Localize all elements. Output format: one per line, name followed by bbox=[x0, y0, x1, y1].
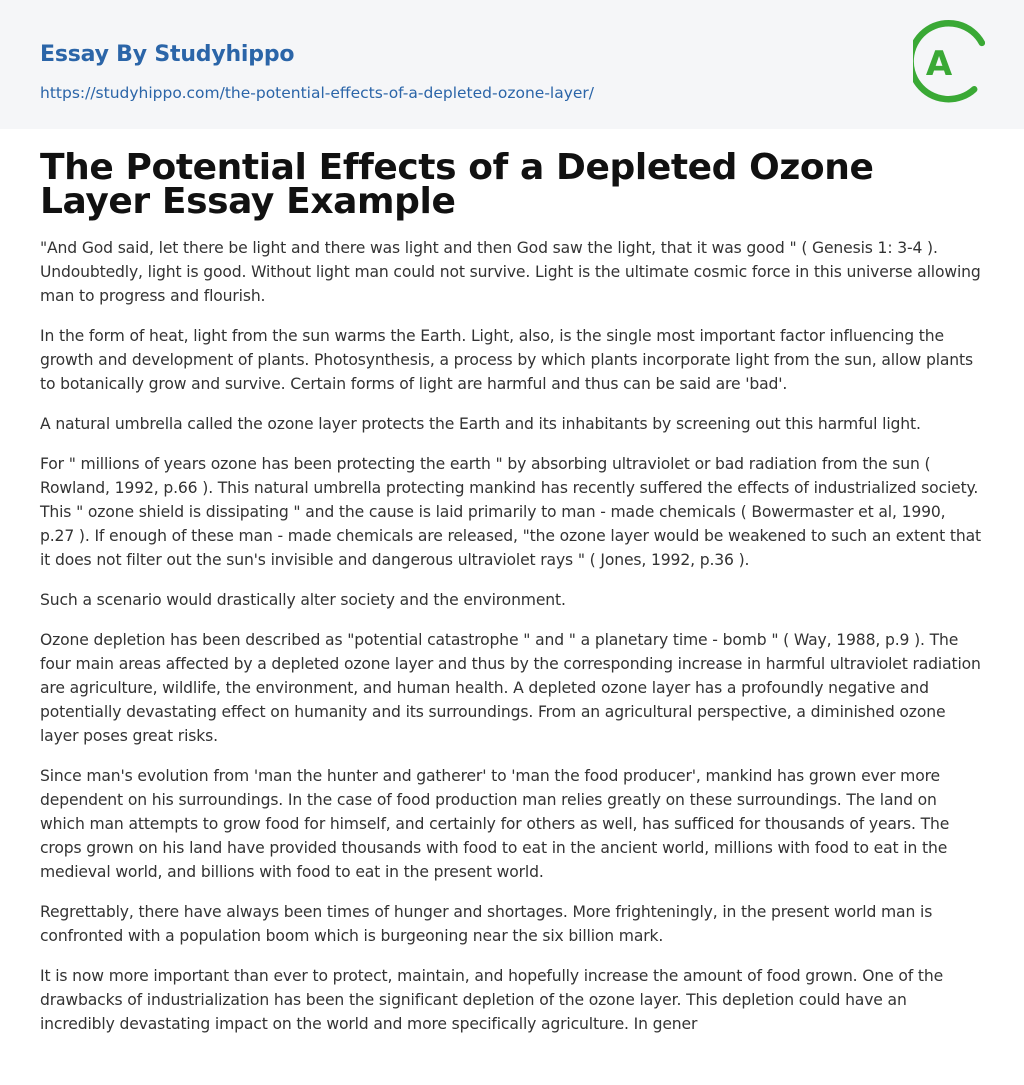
studyhippo-logo-icon[interactable] bbox=[913, 19, 985, 105]
paragraph: Ozone depletion has been described as "potential catastrophe " and " a planetary time - bomb " ( Way, 1988, p.9 ). The four main areas affected by a depleted ozone layer and thus by the corresponding increase in harmful ultraviolet radiation are agriculture, wildlife, the environment, and human health. A depleted ozone layer has a profoundly negative and potentially devastating effect on humanity and its surroundings. From an agricultural perspective, a diminished ozone layer poses great risks. bbox=[40, 631, 981, 745]
site-header bbox=[0, 0, 1024, 129]
page-title: The Potential Effects of a Depleted Ozone Layer Essay Example bbox=[40, 147, 874, 222]
paragraph: It is now more important than ever to protect, maintain, and hopefully increase the amount of food grown. One of the drawbacks of industrialization has been the significant depletion of the ozone layer. This depletion could have an incredibly devastating impact on the world and more specifically agriculture. In gener bbox=[40, 967, 944, 1033]
article bbox=[0, 147, 1024, 1036]
paragraph: For " millions of years ozone has been protecting the earth " by absorbing ultraviolet or bad radiation from the sun ( Rowland, 1992, p.66 ). This natural umbrella protecting mankind has recently suffered the effects of industrialized society. This " ozone shield is dissipating " and the cause is laid primarily to man - made chemicals ( Bowermaster et al, 1990, p.27 ). If enough of these man - made chemicals are released, "the ozone layer would be weakened to such an extent that it does not filter out the sun's invisible and dangerous ultraviolet rays " ( Jones, 1992, p.36 ). bbox=[40, 455, 981, 569]
paragraph: In the form of heat, light from the sun warms the Earth. Light, also, is the single most important factor influencing the growth and development of plants. Photosynthesis, a process by which plants incorporate light from the sun, allow plants to botanically grow and survive. Certain forms of light are harmful and thus can be said are 'bad'. bbox=[40, 327, 973, 393]
paragraph: Regrettably, there have always been times of hunger and shortages. More frighteningly, in the present world man is confronted with a population boom which is burgeoning near the six billion mark. bbox=[40, 903, 933, 945]
paragraph: Since man's evolution from 'man the hunter and gatherer' to 'man the food producer', mankind has grown ever more dependent on his surroundings. In the case of food production man relies greatly on these surroundings. The land on which man attempts to grow food for himself, and certainly for others as well, has sufficed for thousands of years. The crops grown on his land have provided thousands with food to eat in the ancient world, millions with food to eat in the medieval world, and billions with food to eat in the present world. bbox=[40, 767, 950, 881]
brand-title[interactable]: Essay By Studyhippo bbox=[40, 42, 295, 67]
paragraph: "And God said, let there be light and there was light and then God saw the light, that it was good " ( Genesis 1: 3-4 ). Undoubtedly, light is good. Without light man could not survive. Light is the ultimate cosmic force in this universe allowing man to progress and flourish. bbox=[40, 239, 981, 305]
paragraph: Such a scenario would drastically alter society and the environment. bbox=[40, 591, 566, 609]
paragraph: A natural umbrella called the ozone layer protects the Earth and its inhabitants by screening out this harmful light. bbox=[40, 415, 921, 433]
source-url-link[interactable]: https://studyhippo.com/the-potential-effects-of-a-depleted-ozone-layer/ bbox=[40, 84, 595, 102]
logo-letter: A bbox=[925, 44, 953, 84]
